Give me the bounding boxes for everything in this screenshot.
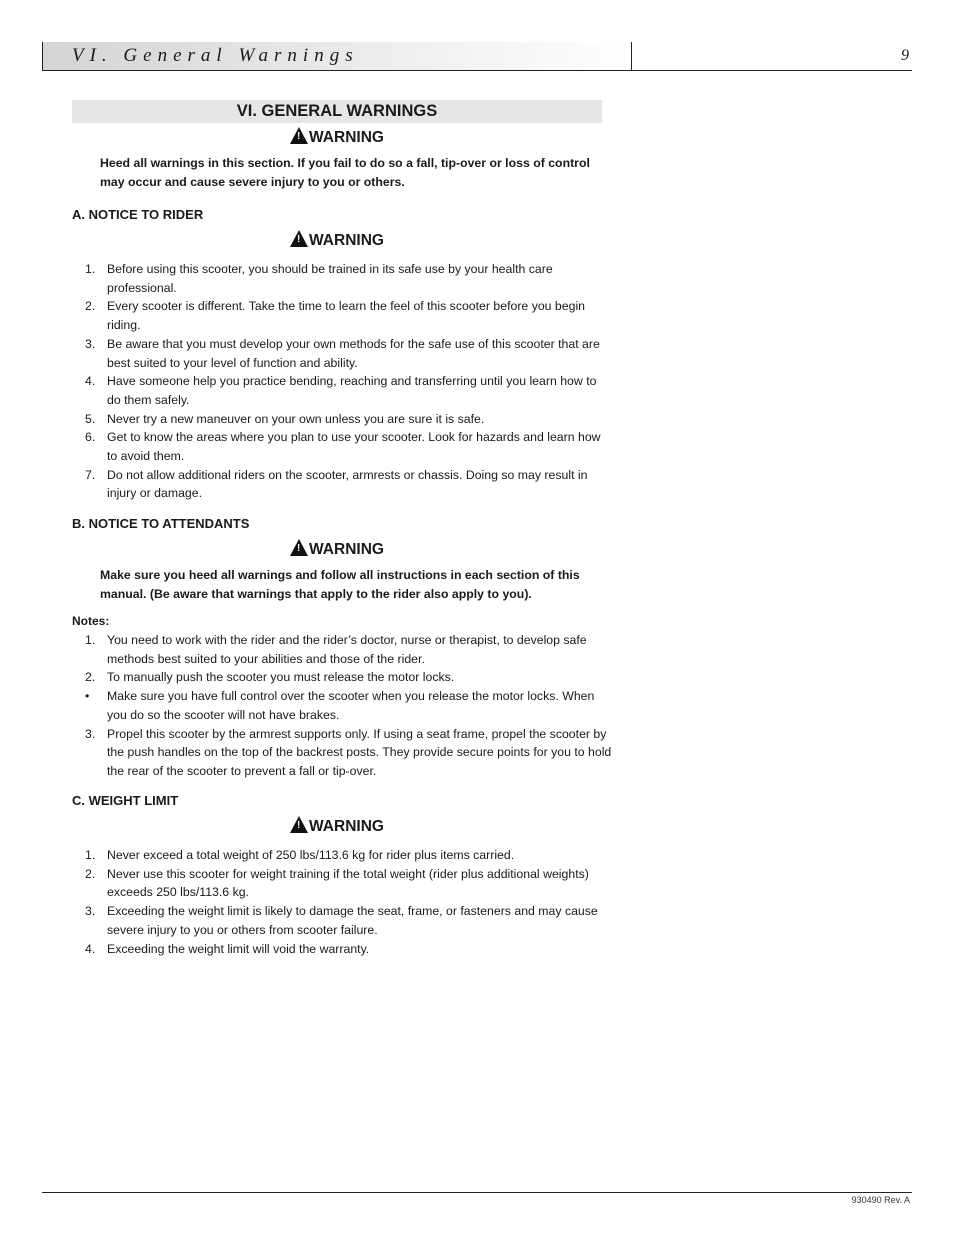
item-text: Exceeding the weight limit will void the warranty. <box>107 941 370 956</box>
item-text: Exceeding the weight limit is likely to damage the seat, frame, or fasteners and may cause severe injury to you or others from scooter failure. <box>107 904 598 937</box>
heading-notice-to-attendants: B. NOTICE TO ATTENDANTS <box>72 516 250 531</box>
item-text: Be aware that you must develop your own methods for the safe use of this scooter that are best suited to your level of function and ability. <box>107 336 600 370</box>
item-number: 3. <box>85 904 96 919</box>
list-item <box>72 902 612 939</box>
item-number: 3. <box>85 726 96 741</box>
item-number: 1. <box>85 262 96 276</box>
warning-heading <box>72 230 602 251</box>
page-number: 9 <box>901 47 909 64</box>
item-number: 7. <box>85 467 96 482</box>
intro-warning-text: Heed all warnings in this section. If you fail to do so a fall, tip-over or loss of control may occur and cause severe injury to you or others. <box>100 156 590 189</box>
list-item <box>72 725 612 781</box>
item-number: 2. <box>85 670 96 685</box>
list-item <box>72 466 612 503</box>
list-item <box>72 428 612 465</box>
item-text: Never exceed a total weight of 250 lbs/113.6 kg for rider plus items carried. <box>107 848 515 862</box>
list-item <box>72 260 612 297</box>
item-number: 2. <box>85 866 96 881</box>
list-item <box>72 410 612 429</box>
item-number: 5. <box>85 411 96 426</box>
warning-heading <box>72 539 602 560</box>
warning-label: WARNING <box>309 129 384 146</box>
item-text: Propel this scooter by the armrest supports only. If using a seat frame, propel the scooter by the push handles on the top of the backrest posts. They provide secure points for you to hold the rear of the scooter to prevent a fall or tip-over. <box>107 726 612 778</box>
warning-label: WARNING <box>309 232 384 249</box>
item-number: 4. <box>85 941 96 956</box>
list-item <box>72 846 612 865</box>
warning-triangle-icon <box>290 230 308 247</box>
warning-triangle-icon <box>290 539 308 556</box>
list-item <box>72 372 612 409</box>
list-item <box>72 631 612 668</box>
item-text: You need to work with the rider and the rider’s doctor, nurse or therapist, to develop safe methods best suited to your abilities and those of the rider. <box>107 633 587 666</box>
list-item <box>72 865 612 902</box>
warning-heading <box>72 127 602 148</box>
warning-triangle-icon <box>290 816 308 833</box>
item-text: Make sure you have full control over the scooter when you release the motor locks. When you do so the scooter will not have brakes. <box>107 689 595 722</box>
item-number: 1. <box>85 848 96 862</box>
item-text: Get to know the areas where you plan to use your scooter. Look for hazards and learn how to avoid them. <box>107 430 601 464</box>
attendant-notes-list <box>72 631 612 781</box>
warning-label: WARNING <box>309 541 384 558</box>
item-text: Every scooter is different. Take the time to learn the feel of this scooter before you begin riding. <box>107 299 586 333</box>
section-title: VI. GENERAL WARNINGS <box>72 100 602 123</box>
item-text: To manually push the scooter you must release the motor locks. <box>107 670 455 685</box>
item-text: Do not allow additional riders on the scooter, armrests or chassis. Doing so may result in injury or damage. <box>107 467 588 501</box>
warning-label: WARNING <box>309 818 384 835</box>
weight-limit-list <box>72 846 612 958</box>
notes-label: Notes: <box>72 614 110 628</box>
list-item <box>72 940 612 959</box>
warning-triangle-icon <box>290 127 308 144</box>
list-item <box>72 668 612 687</box>
item-number: • <box>85 689 90 704</box>
item-number: 3. <box>85 336 96 351</box>
item-number: 1. <box>85 633 96 647</box>
item-text: Never try a new maneuver on your own unless you are sure it is safe. <box>107 411 485 426</box>
heading-weight-limit: C. WEIGHT LIMIT <box>72 793 179 808</box>
header-divider <box>631 42 632 70</box>
item-text: Before using this scooter, you should be trained in its safe use by your health care professional. <box>107 262 553 295</box>
heading-notice-to-rider: A. NOTICE TO RIDER <box>72 207 204 222</box>
list-item <box>72 297 612 334</box>
warning-heading <box>72 816 602 837</box>
header-rule <box>42 70 912 71</box>
item-number: 4. <box>85 374 96 389</box>
item-number: 2. <box>85 299 96 314</box>
item-number: 6. <box>85 430 96 445</box>
running-header-title: VI. General Warnings <box>72 45 359 66</box>
list-item <box>72 687 612 724</box>
attendant-warning-text: Make sure you heed all warnings and follow all instructions in each section of this manual. (Be aware that warnings that apply to the rider also apply to you). <box>100 568 580 601</box>
list-item <box>72 335 612 372</box>
footer-rule <box>42 1192 912 1193</box>
item-text: Have someone help you practice bending, reaching and transferring until you learn how to do them safely. <box>107 374 597 407</box>
document-number: 930490 Rev. A <box>851 1195 910 1205</box>
rider-warnings-list <box>72 260 612 503</box>
item-text: Never use this scooter for weight training if the total weight (rider plus additional weights) exceeds 250 lbs/113.6 kg. <box>107 866 589 900</box>
